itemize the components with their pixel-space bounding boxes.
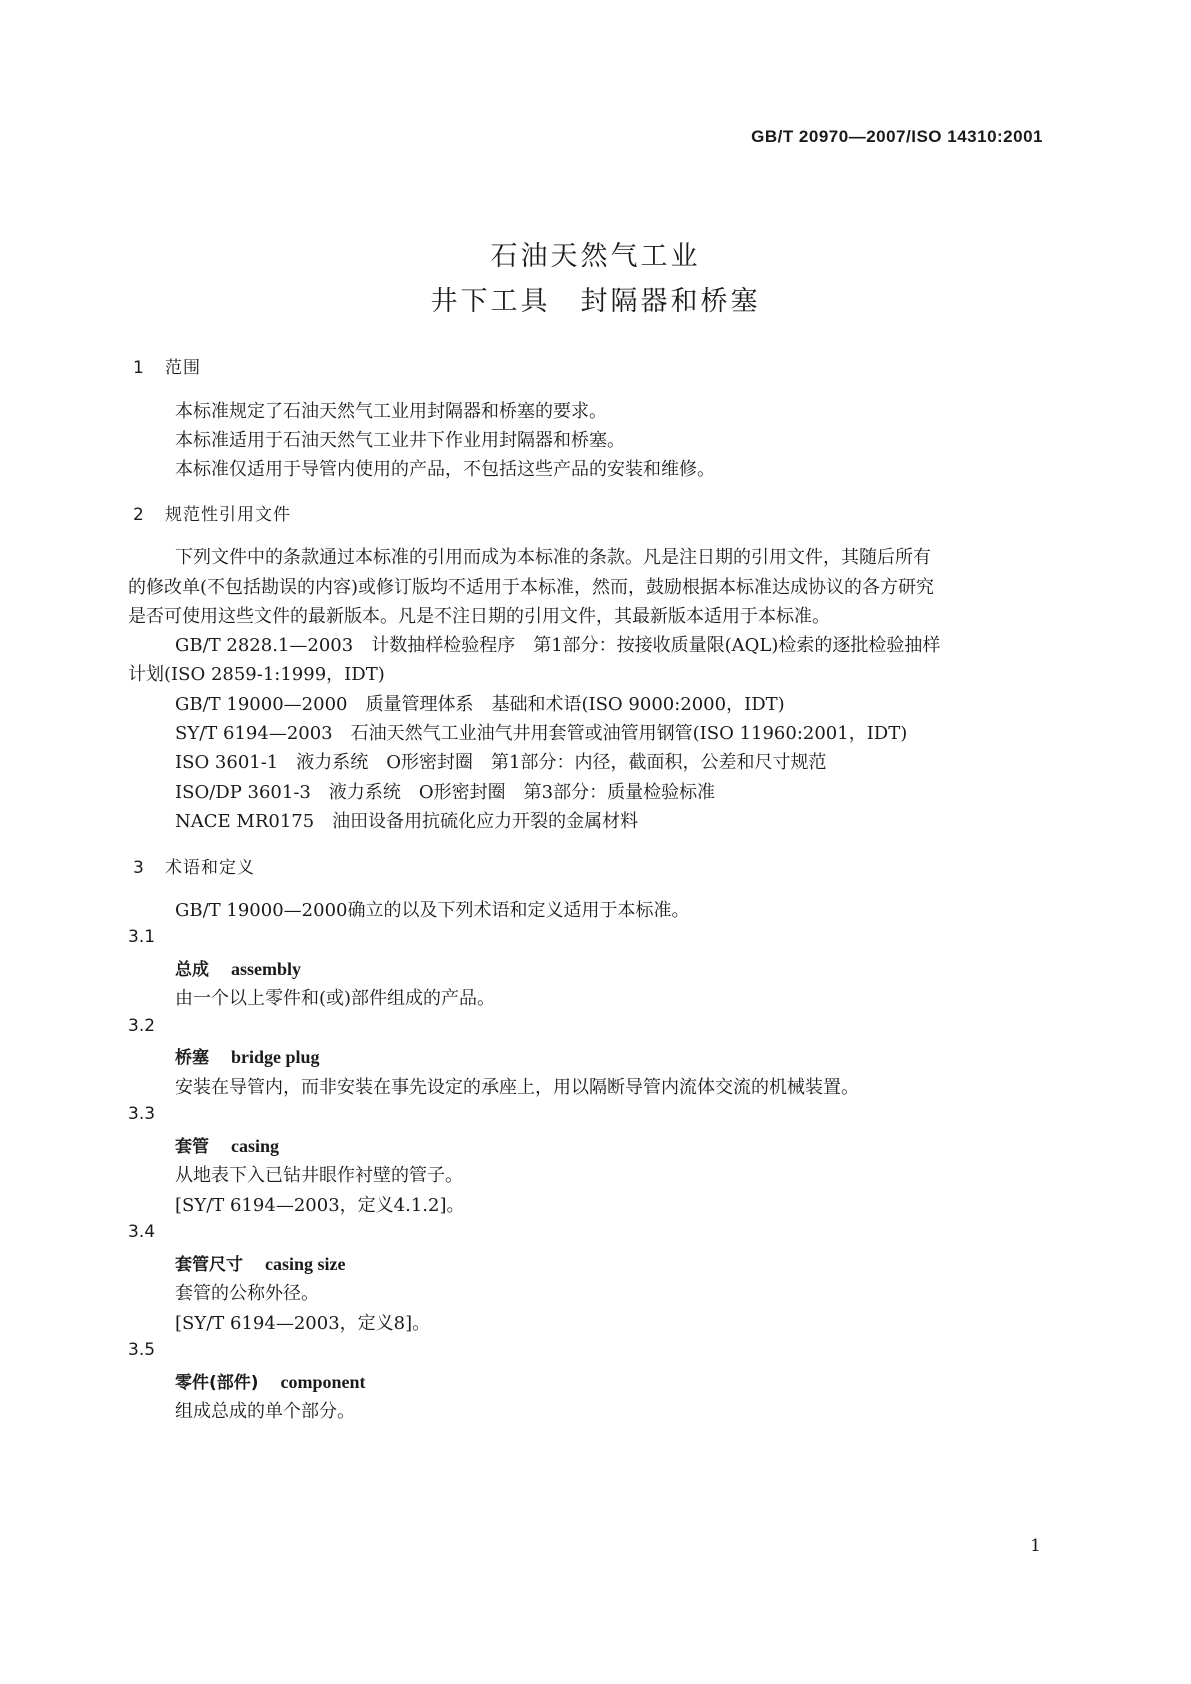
term-zh: 桥塞 xyxy=(175,1048,209,1068)
references-intro-line: 的修改单(不包括勘误的内容)或修订版均不适用于本标准，然而，鼓励根据本标准达成协议的各方研究 xyxy=(128,577,935,598)
term-definition: 套管的公称外径。 xyxy=(175,1283,319,1304)
term-heading xyxy=(175,1043,320,1068)
term-zh: 套管 xyxy=(175,1137,209,1157)
standard-code: GB/T 20970—2007/ISO 14310:2001 xyxy=(751,127,1043,146)
term-source: [SY/T 6194—2003，定义4.1.2]。 xyxy=(175,1195,465,1216)
terms-intro: GB/T 19000—2000确立的以及下列术语和定义适用于本标准。 xyxy=(175,900,690,921)
scope-paragraph: 本标准规定了石油天然气工业用封隔器和桥塞的要求。 xyxy=(175,401,607,422)
term-number: 3.4 xyxy=(128,1222,156,1242)
term-zh: 套管尺寸 xyxy=(175,1255,243,1275)
term-en: bridge plug xyxy=(231,1047,320,1067)
term-definition: 安装在导管内，而非安装在事先设定的承座上，用以隔断导管内流体交流的机械装置。 xyxy=(175,1077,859,1098)
term-source: [SY/T 6194—2003，定义8]。 xyxy=(175,1313,431,1334)
term-heading xyxy=(175,1250,346,1275)
document-title-line2: 井下工具 封隔器和桥塞 xyxy=(430,286,761,317)
reference-entry: ISO 3601-1 液力系统 O形密封圈 第1部分：内径，截面积，公差和尺寸规范 xyxy=(175,752,827,773)
reference-entry: ISO/DP 3601-3 液力系统 O形密封圈 第3部分：质量检验标准 xyxy=(175,782,716,803)
term-en: casing xyxy=(231,1136,280,1156)
term-definition: 由一个以上零件和(或)部件组成的产品。 xyxy=(175,988,496,1009)
term-number: 3.5 xyxy=(128,1340,156,1360)
scope-paragraph: 本标准适用于石油天然气工业井下作业用封隔器和桥塞。 xyxy=(175,430,625,451)
term-en: component xyxy=(280,1372,366,1392)
reference-entry-continuation: 计划(ISO 2859-1:1999，IDT) xyxy=(128,664,385,685)
term-number: 3.1 xyxy=(128,927,156,947)
term-en: casing size xyxy=(265,1254,346,1274)
term-zh: 零件(部件) xyxy=(175,1373,259,1393)
term-zh: 总成 xyxy=(175,960,209,980)
references-intro-line: 下列文件中的条款通过本标准的引用而成为本标准的条款。凡是注日期的引用文件，其随后所有 xyxy=(175,547,931,568)
section-number: 2 xyxy=(133,505,145,525)
term-heading xyxy=(175,1132,279,1157)
document-title-line1: 石油天然气工业 xyxy=(490,241,701,272)
reference-entry: NACE MR0175 油田设备用抗硫化应力开裂的金属材料 xyxy=(175,811,639,832)
term-definition: 组成总成的单个部分。 xyxy=(175,1401,355,1422)
term-number: 3.2 xyxy=(128,1016,156,1036)
term-en: assembly xyxy=(231,959,302,979)
term-definition: 从地表下入已钻井眼作衬壁的管子。 xyxy=(175,1165,463,1186)
term-heading xyxy=(175,1368,366,1393)
reference-entry: GB/T 19000—2000 质量管理体系 基础和术语(ISO 9000:2000，IDT) xyxy=(175,694,785,715)
reference-entry: SY/T 6194—2003 石油天然气工业油气井用套管或油管用钢管(ISO 11960:2001，IDT) xyxy=(175,723,908,744)
section-1-heading xyxy=(133,353,201,378)
section-title: 术语和定义 xyxy=(165,858,255,878)
term-number: 3.3 xyxy=(128,1104,156,1124)
section-number: 3 xyxy=(133,858,145,878)
section-3-heading xyxy=(133,853,255,878)
page-number: 1 xyxy=(1030,1536,1041,1556)
section-2-heading xyxy=(133,500,291,525)
reference-entry: GB/T 2828.1—2003 计数抽样检验程序 第1部分：按接收质量限(AQL)检索的逐批检验抽样 xyxy=(175,635,941,656)
section-title: 规范性引用文件 xyxy=(165,505,291,525)
scope-paragraph: 本标准仅适用于导管内使用的产品，不包括这些产品的安装和维修。 xyxy=(175,459,715,480)
section-title: 范围 xyxy=(165,358,201,378)
references-intro-line: 是否可使用这些文件的最新版本。凡是不注日期的引用文件，其最新版本适用于本标准。 xyxy=(128,606,830,627)
term-heading xyxy=(175,955,301,980)
section-number: 1 xyxy=(133,358,145,378)
